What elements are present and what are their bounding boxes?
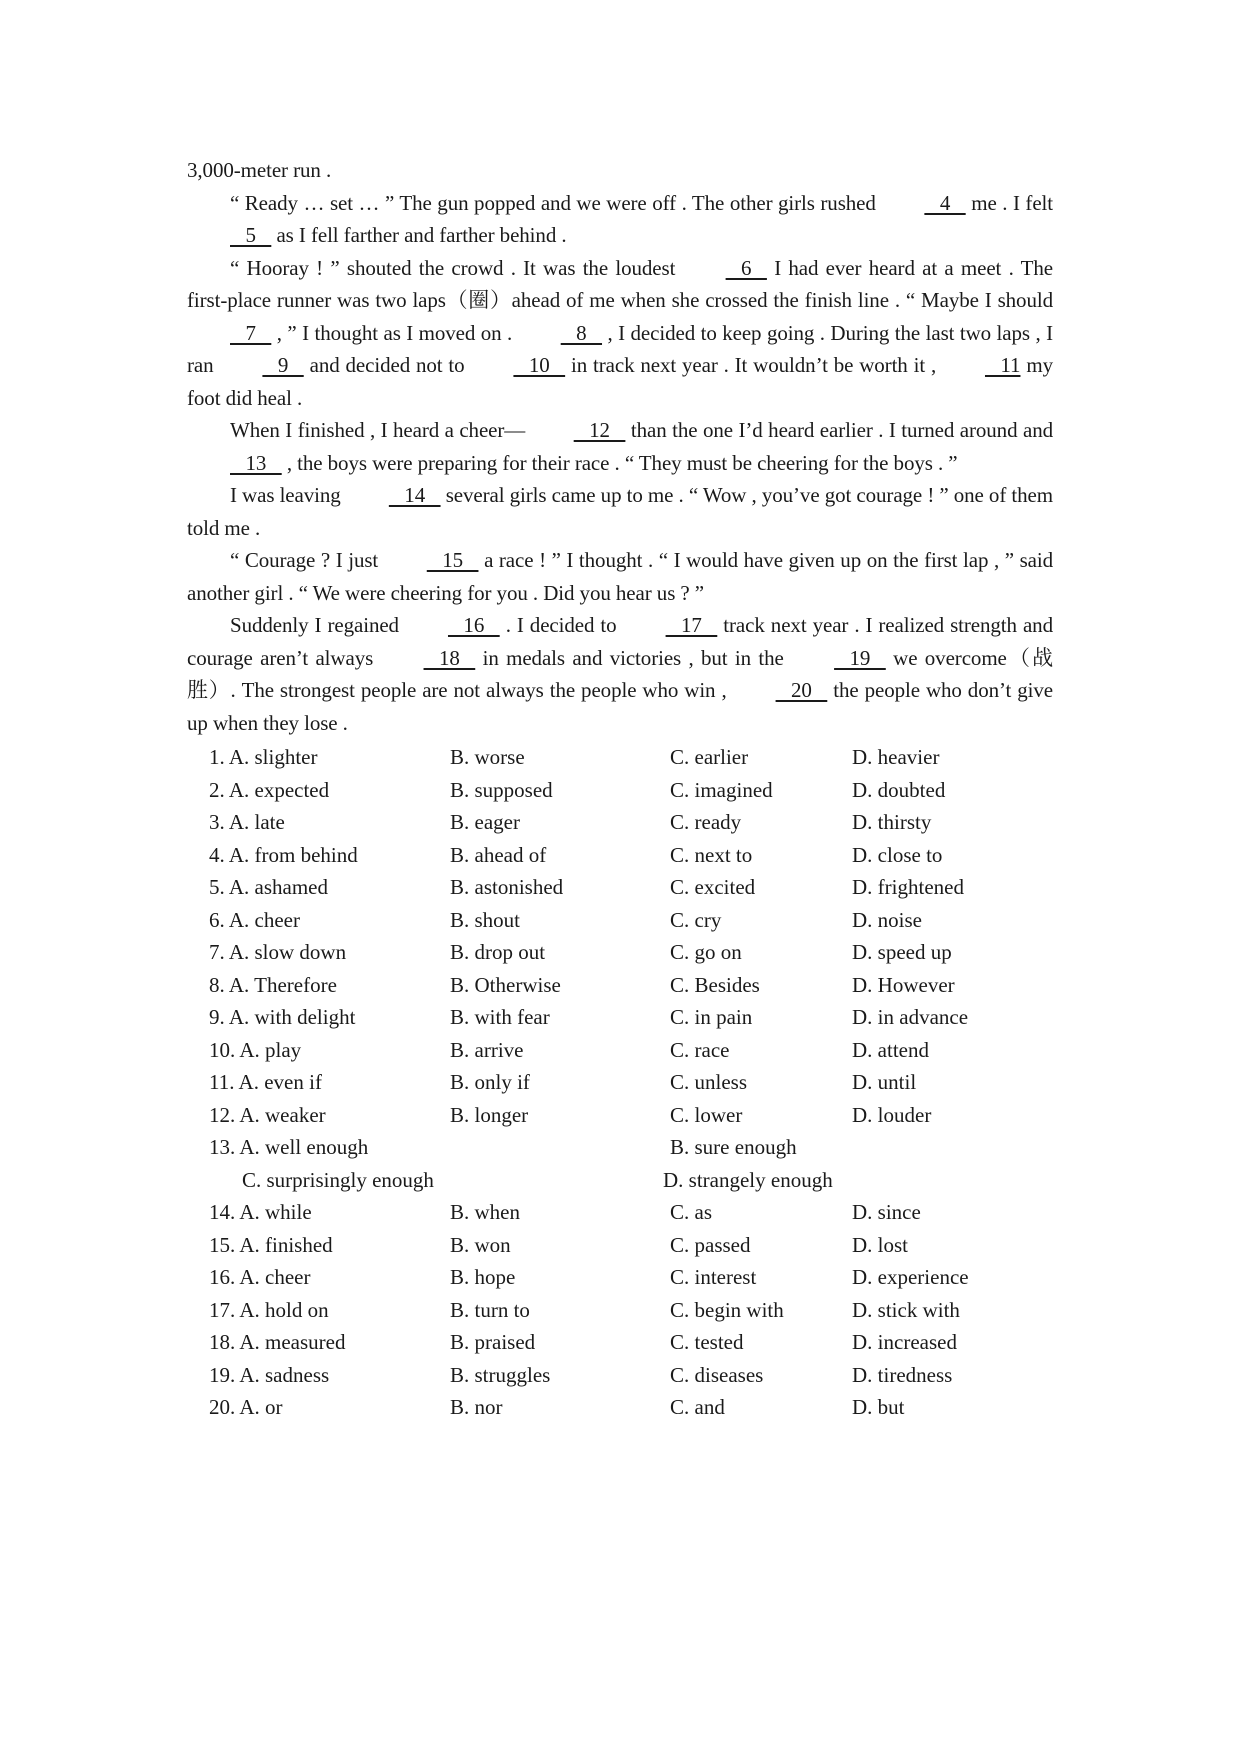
option-choice[interactable]: B. when [450, 1200, 520, 1224]
answer-blank[interactable]: 14 [388, 483, 441, 507]
option-choice[interactable]: 6. A. cheer [209, 907, 300, 932]
option-choice[interactable]: C. Besides [670, 972, 760, 997]
passage-text: “ Hooray ! ” shouted the crowd . It was the loudest [230, 255, 683, 280]
answer-blank[interactable]: 9 [262, 353, 304, 377]
question-row [187, 904, 1053, 937]
question-row [187, 1099, 1053, 1132]
document-page [187, 154, 1053, 1424]
option-choice[interactable]: 8. A. Therefore [209, 972, 337, 997]
question-row [187, 1001, 1053, 1034]
option-choice[interactable]: D. until [852, 1070, 917, 1094]
option-choice[interactable]: C. race [670, 1037, 730, 1062]
passage-text: a race ! ” I thought . “ I would have given up on the first lap , ” said another girl . “ We were cheering for you . Did you hear us ? ” [187, 548, 1053, 605]
question-row [187, 1131, 1053, 1164]
option-choice[interactable]: 13. A. well enough [209, 1135, 369, 1159]
option-choice[interactable]: C. excited [670, 875, 756, 899]
answer-blank[interactable]: 17 [665, 613, 718, 637]
option-choice[interactable]: 14. A. while [209, 1200, 312, 1224]
answer-blank[interactable]: 5 [230, 223, 272, 247]
option-choice[interactable]: 19. A. sadness [209, 1362, 330, 1387]
question-row [187, 1359, 1053, 1392]
option-choice[interactable]: 18. A. measured [209, 1330, 346, 1354]
option-choice[interactable]: D. tiredness [852, 1362, 953, 1387]
passage-text: I was leaving [230, 483, 346, 507]
option-choice[interactable]: 20. A. or [209, 1395, 283, 1419]
option-choice[interactable]: C. unless [670, 1070, 748, 1094]
option-choice[interactable]: 15. A. finished [209, 1232, 333, 1257]
option-choice[interactable]: 11. A. even if [209, 1070, 322, 1094]
option-choice[interactable]: D. attend [852, 1037, 929, 1062]
option-choice[interactable]: D. stick with [852, 1297, 960, 1322]
option-choice[interactable]: D. in advance [852, 1005, 969, 1029]
option-choice[interactable]: D. However [852, 972, 955, 997]
answer-blank[interactable]: 4 [924, 190, 966, 215]
option-choice[interactable]: C. imagined [670, 777, 773, 802]
passage-paragraph [187, 252, 1053, 415]
passage-paragraph [187, 187, 1053, 252]
option-choice[interactable]: 7. A. slow down [209, 940, 347, 964]
passage-text: and decided not to [303, 353, 471, 377]
option-choice[interactable]: C. go on [670, 940, 742, 964]
question-row [187, 1066, 1053, 1099]
question-row [187, 1034, 1053, 1067]
answer-blank[interactable]: 15 [426, 548, 479, 572]
option-choice[interactable]: D. doubted [852, 777, 946, 802]
option-choice[interactable]: D. but [852, 1395, 905, 1419]
passage-text: “ Ready … set … ” The gun popped and we were off . The other girls rushed [230, 190, 882, 215]
option-choice[interactable]: C. ready [670, 810, 742, 834]
passage-paragraph [187, 544, 1053, 609]
passage-paragraph [187, 154, 1053, 187]
passage-text: me . I felt [965, 190, 1054, 215]
option-choice[interactable]: 5. A. ashamed [209, 875, 328, 899]
option-choice[interactable]: 12. A. weaker [209, 1102, 326, 1127]
option-choice[interactable]: C. in pain [670, 1005, 753, 1029]
option-choice[interactable]: B. worse [450, 745, 525, 769]
question-row [187, 1326, 1053, 1359]
passage-text: track next year . I realized strength and courage aren’t always [187, 613, 1053, 670]
option-choice[interactable]: C. cry [670, 907, 722, 932]
answer-blank[interactable]: 20 [775, 678, 828, 702]
option-choice[interactable]: C. earlier [670, 745, 749, 769]
option-choice[interactable]: 2. A. expected [209, 777, 330, 802]
option-choice[interactable]: B. hope [450, 1265, 516, 1289]
option-choice[interactable]: B. struggles [450, 1362, 551, 1387]
option-choice[interactable]: D. thirsty [852, 810, 932, 834]
option-choice[interactable]: D. experience [852, 1265, 969, 1289]
option-choice[interactable]: B. sure enough [670, 1135, 797, 1159]
option-choice[interactable]: B. won [450, 1232, 511, 1257]
passage-text: “ Courage ? I just [230, 548, 384, 572]
answer-blank[interactable]: 12 [573, 418, 626, 442]
question-row [187, 936, 1053, 969]
option-choice[interactable]: 4. A. from behind [209, 842, 358, 867]
passage-paragraph [187, 609, 1053, 739]
passage-text: 3,000-meter run . [187, 158, 332, 182]
passage-text: When I finished , I heard a cheer— [230, 418, 531, 442]
option-choice[interactable]: D. strangely enough [663, 1167, 833, 1192]
option-choice[interactable]: D. speed up [852, 940, 952, 964]
option-choice[interactable]: B. turn to [450, 1297, 530, 1322]
passage-text: in track next year . It wouldn’t be worth it , [565, 353, 942, 377]
answer-blank[interactable]: 16 [447, 613, 500, 637]
option-choice[interactable]: B. with fear [450, 1005, 550, 1029]
question-row [187, 839, 1053, 872]
option-choice[interactable]: C. and [670, 1395, 725, 1419]
passage-text: , ” I thought as I moved on . [271, 320, 518, 345]
option-choice[interactable]: B. nor [450, 1395, 503, 1419]
option-choice[interactable]: B. drop out [450, 940, 546, 964]
option-choice[interactable]: C. passed [670, 1232, 751, 1257]
option-choice[interactable]: B. shout [450, 907, 521, 932]
option-choice[interactable]: C. lower [670, 1102, 743, 1127]
option-choice[interactable]: B. ahead of [450, 842, 547, 867]
question-row [187, 741, 1053, 774]
cloze-passage [187, 154, 1053, 739]
option-choice[interactable]: 1. A. slighter [209, 745, 318, 769]
option-choice[interactable]: B. arrive [450, 1037, 524, 1062]
option-choice[interactable]: D. increased [852, 1330, 957, 1354]
passage-paragraph [187, 479, 1053, 544]
option-choice[interactable]: B. longer [450, 1102, 529, 1127]
passage-text: we overcome（战胜）. The strongest people are not always the people who win , [187, 645, 1053, 702]
question-row [187, 1261, 1053, 1294]
passage-text: I had ever heard at a meet . The first-place runner was two laps（圈）ahead of me when she crossed the finish line . “ Maybe I should [187, 255, 1053, 312]
option-choice[interactable]: C. interest [670, 1265, 757, 1289]
answer-blank[interactable]: 19 [834, 645, 886, 670]
option-choice[interactable]: D. louder [852, 1102, 932, 1127]
option-choice[interactable]: B. only if [450, 1070, 530, 1094]
answer-blank[interactable]: 11 [984, 353, 1021, 377]
option-choice[interactable]: C. as [670, 1200, 712, 1224]
question-row [187, 969, 1053, 1002]
option-choice[interactable]: D. noise [852, 907, 922, 932]
passage-text: Suddenly I regained [230, 613, 405, 637]
passage-text: my foot did heal . [187, 353, 1053, 410]
question-row [187, 1164, 1053, 1197]
option-choice[interactable]: 16. A. cheer [209, 1265, 311, 1289]
option-choice[interactable]: B. praised [450, 1330, 536, 1354]
answer-options [187, 741, 1053, 1424]
passage-text: than the one I’d heard earlier . I turned around and [625, 418, 1053, 442]
passage-text: the people who don’t give up when they lose . [187, 678, 1053, 735]
answer-blank[interactable]: 18 [423, 645, 476, 670]
option-choice[interactable]: D. since [852, 1200, 921, 1224]
passage-text: as I fell farther and farther behind . [271, 223, 567, 247]
option-choice[interactable]: D. frightened [852, 875, 964, 899]
question-row [187, 1391, 1053, 1424]
option-choice[interactable]: B. Otherwise [450, 972, 561, 997]
option-choice[interactable]: 10. A. play [209, 1037, 302, 1062]
option-choice[interactable]: B. astonished [450, 875, 564, 899]
question-row [187, 1196, 1053, 1229]
passage-text: . I decided to [499, 613, 623, 637]
question-row [187, 1229, 1053, 1262]
option-choice[interactable]: C. surprisingly enough [242, 1167, 434, 1192]
option-choice[interactable]: C. next to [670, 842, 753, 867]
question-row [187, 774, 1053, 807]
question-row [187, 1294, 1053, 1327]
question-row [187, 806, 1053, 839]
question-row [187, 871, 1053, 904]
passage-text: in medals and victories , but in the [475, 645, 792, 670]
option-choice[interactable]: B. eager [450, 810, 520, 834]
answer-blank[interactable]: 10 [513, 353, 566, 377]
option-choice[interactable]: C. diseases [670, 1362, 764, 1387]
answer-blank[interactable]: 7 [230, 320, 272, 345]
option-choice[interactable]: B. supposed [450, 777, 553, 802]
option-choice[interactable]: 17. A. hold on [209, 1297, 329, 1322]
option-choice[interactable]: D. close to [852, 842, 943, 867]
passage-text: , I decided to keep going . During the last two laps , I ran [187, 320, 1053, 377]
passage-text: , the boys were preparing for their race . “ They must be cheering for the boys . ” [281, 450, 958, 475]
option-choice[interactable]: C. tested [670, 1330, 744, 1354]
option-choice[interactable]: 9. A. with delight [209, 1005, 356, 1029]
option-choice[interactable]: C. begin with [670, 1297, 784, 1322]
option-choice[interactable]: D. heavier [852, 745, 940, 769]
option-choice[interactable]: D. lost [852, 1232, 909, 1257]
answer-blank[interactable]: 8 [560, 320, 603, 345]
answer-blank[interactable]: 6 [725, 255, 767, 280]
answer-blank[interactable]: 13 [230, 450, 282, 475]
passage-text: several girls came up to me . “ Wow , you’ve got courage ! ” one of them told me . [187, 483, 1053, 540]
option-choice[interactable]: 3. A. late [209, 810, 285, 834]
passage-paragraph [187, 414, 1053, 479]
